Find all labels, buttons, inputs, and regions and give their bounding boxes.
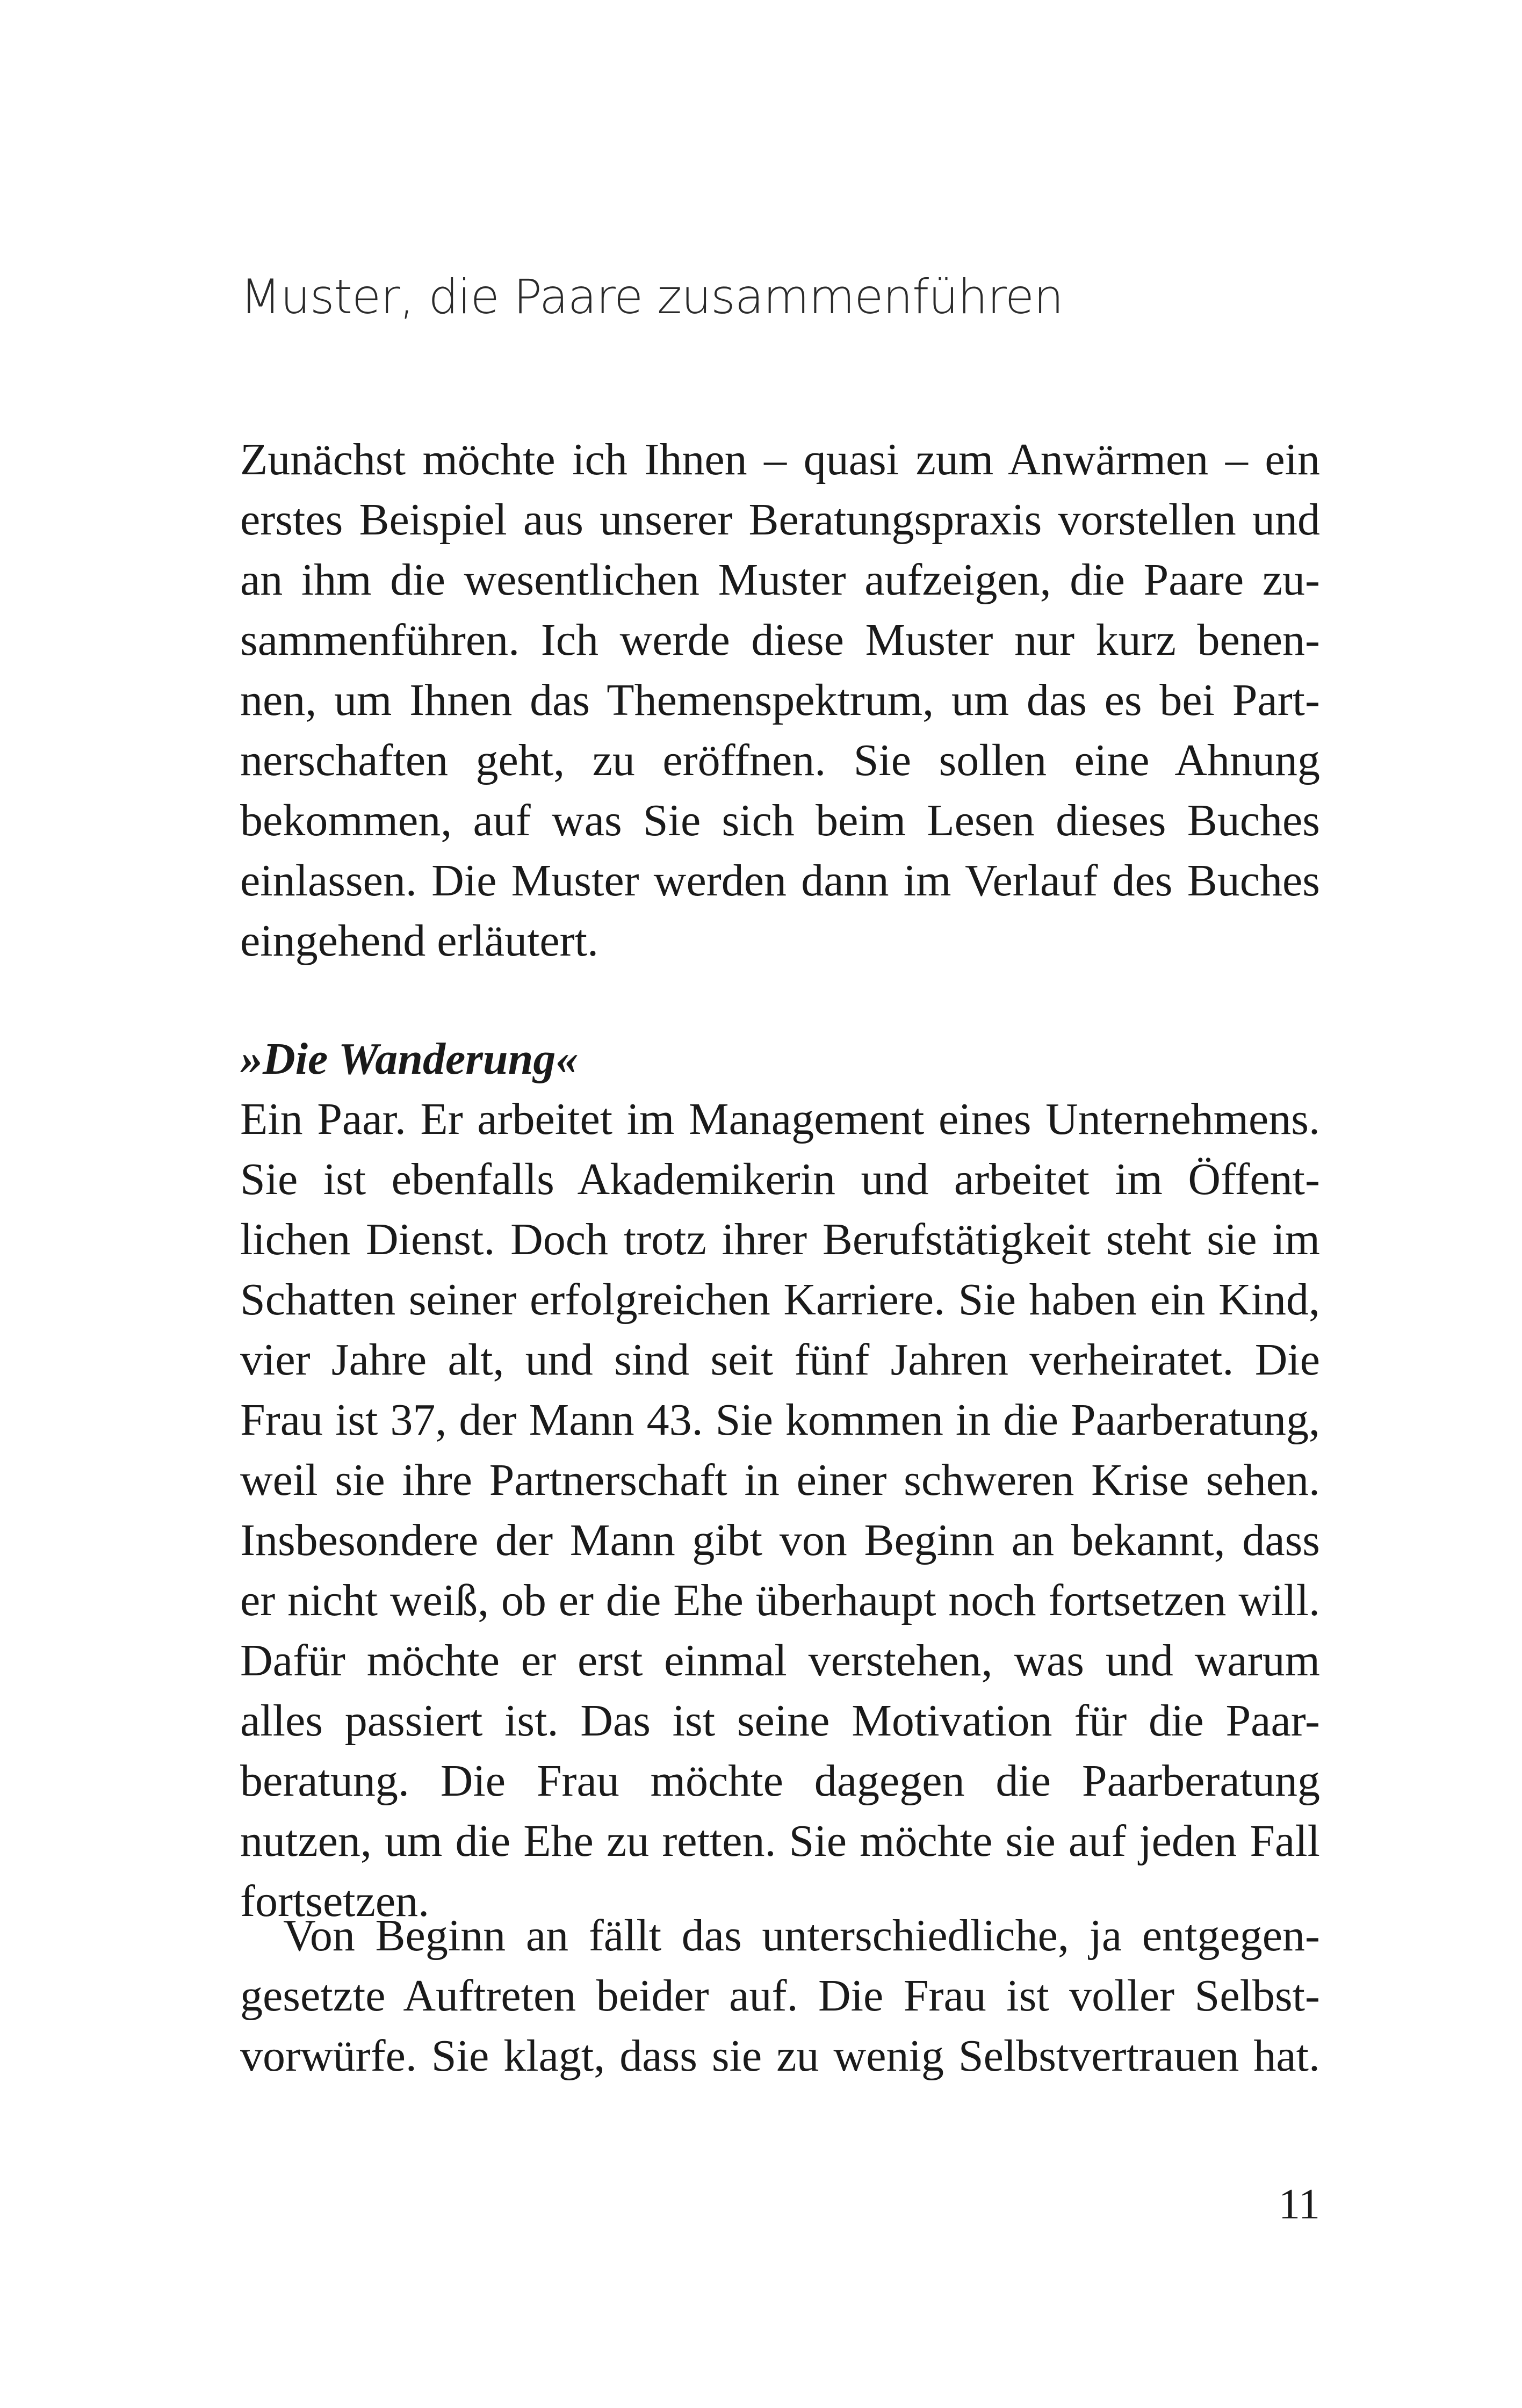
text-line: sammenführen. Ich werde diese Muster nur kurz benen-	[240, 615, 1320, 665]
text-line: vier Jahre alt, und sind seit fünf Jahren verheiratet. Die	[240, 1335, 1320, 1385]
text-line: an ihm die wesentlichen Muster aufzeigen, die Paare zu-	[240, 555, 1320, 605]
text-line: weil sie ihre Partnerschaft in einer schweren Krise sehen.	[240, 1455, 1320, 1505]
text-line: Frau ist 37, der Mann 43. Sie kommen in die Paarberatung,	[240, 1395, 1320, 1445]
text-line: vorwürfe. Sie klagt, dass sie zu wenig Selbstvertrauen hat.	[240, 2031, 1320, 2081]
text-line: Ein Paar. Er arbeitet im Management eines Unternehmens.	[240, 1094, 1320, 1144]
text-line: nutzen, um die Ehe zu retten. Sie möchte sie auf jeden Fall	[240, 1816, 1320, 1866]
continuation-paragraph	[240, 1906, 1320, 2086]
text-line: beratung. Die Frau möchte dagegen die Paarberatung	[240, 1756, 1320, 1806]
text-line: Von Beginn an fällt das unterschiedliche, ja entgegen-	[283, 1911, 1320, 1961]
chapter-heading: Muster, die Paare zusammenführen	[240, 269, 1063, 324]
text-line: bekommen, auf was Sie sich beim Lesen dieses Buches	[240, 796, 1320, 845]
text-line: fortsetzen.	[240, 1876, 430, 1926]
text-line: Schatten seiner erfolgreichen Karriere. Sie haben ein Kind,	[240, 1275, 1320, 1325]
text-line: Insbesondere der Mann gibt von Beginn an bekannt, dass	[240, 1515, 1320, 1565]
text-line: nen, um Ihnen das Themenspektrum, um das es bei Part-	[240, 675, 1320, 725]
text-line: einlassen. Die Muster werden dann im Verlauf des Buches	[240, 856, 1320, 906]
text-line: Sie ist ebenfalls Akademikerin und arbeitet im Öffent-	[240, 1154, 1320, 1204]
intro-paragraph	[240, 430, 1320, 971]
text-line: erstes Beispiel aus unserer Beratungspraxis vorstellen und	[240, 495, 1320, 545]
text-line: gesetzte Auftreten beider auf. Die Frau ist voller Selbst-	[240, 1971, 1320, 2021]
text-line: er nicht weiß, ob er die Ehe überhaupt noch fortsetzen will.	[240, 1575, 1320, 1625]
text-line: alles passiert ist. Das ist seine Motivation für die Paar-	[240, 1696, 1320, 1746]
case-subheading: »Die Wanderung«	[240, 1034, 579, 1084]
text-line: Zunächst möchte ich Ihnen – quasi zum Anwärmen – ein	[240, 435, 1320, 485]
text-line: nerschaften geht, zu eröffnen. Sie sollen eine Ahnung	[240, 735, 1320, 785]
text-line: eingehend erläutert.	[240, 916, 598, 966]
case-paragraph	[240, 1089, 1320, 1932]
page-number: 11	[1278, 2181, 1320, 2228]
text-line: lichen Dienst. Doch trotz ihrer Berufstätigkeit steht sie im	[240, 1214, 1320, 1264]
text-line: Dafür möchte er erst einmal verstehen, was und warum	[240, 1636, 1320, 1686]
